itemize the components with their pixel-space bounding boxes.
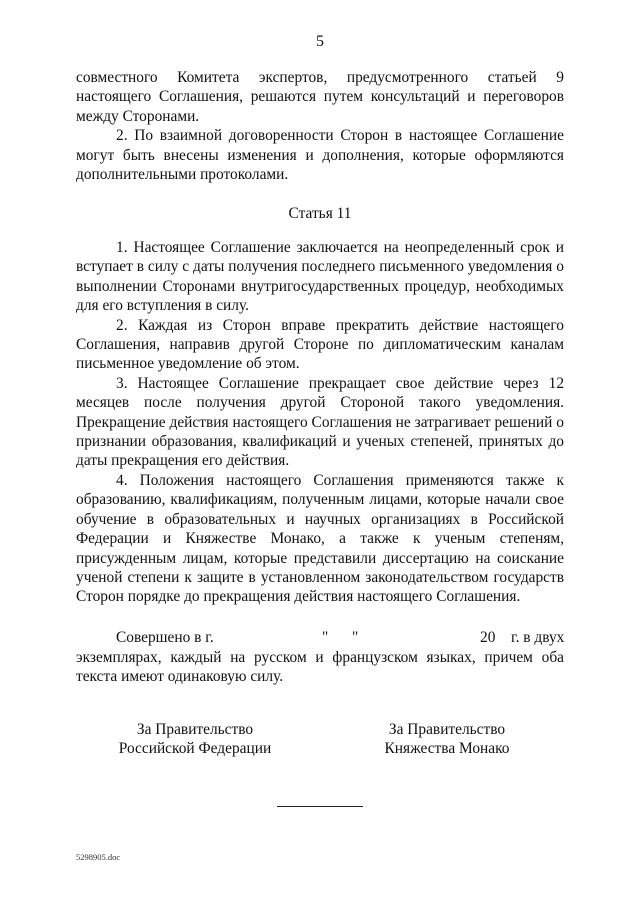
signature-party: Княжества Монако xyxy=(384,740,510,758)
text-line: могут быть внесены изменения и дополнения, которые оформляются xyxy=(76,146,564,164)
page-number: 5 xyxy=(316,33,324,50)
text-line: ученой степени к защите в установленном законодательством государств xyxy=(76,568,564,586)
separator-line xyxy=(277,806,363,807)
date-quote-open: " xyxy=(322,629,329,646)
intro-paragraph-2 xyxy=(76,126,564,184)
text-line: письменное уведомление об этом. xyxy=(76,355,300,373)
document-reference: 5298905.doc xyxy=(76,852,121,862)
article-11-body xyxy=(76,238,564,607)
text-line: для его вступления в силу. xyxy=(76,297,249,315)
signature-block-monaco xyxy=(352,720,542,759)
text-line: совместного Комитета экспертов, предусмотренного статьей 9 настоящего xyxy=(76,69,564,106)
signature-party: Российской Федерации xyxy=(118,740,272,758)
text-line: 12 месяцев после получения другой Стороной такого уведомления. xyxy=(76,374,565,412)
text-line: Соглашения, решаются путем консультаций и переговоров между xyxy=(76,88,564,125)
text-line: 4. Положения настоящего Соглашения применяются также xyxy=(116,471,545,489)
article-clause-2 xyxy=(76,316,564,374)
text-line: дополнительными протоколами. xyxy=(76,166,289,184)
article-clause-3 xyxy=(76,374,564,471)
year-prefix: 20 xyxy=(480,629,496,646)
done-at-line xyxy=(76,628,564,648)
text-line: к образованию, квалификациям, полученным лицами, которые начали свое xyxy=(76,471,564,509)
signature-label: За Правительство xyxy=(388,721,506,738)
done-at-continuation xyxy=(76,648,564,687)
done-at-suffix: г. в двух xyxy=(511,629,565,646)
text-line: Соглашения, направив другой Стороне по дипломатическим каналам xyxy=(76,336,564,354)
intro-section xyxy=(76,68,564,184)
text-line: присужденным лицам, которые представили диссертацию на соискание xyxy=(76,549,564,567)
text-line: и вступает в силу с даты получения последнего письменного уведомления xyxy=(76,239,564,276)
text-line: о выполнении Сторонами внутригосударственных процедур, необходимых xyxy=(76,258,564,295)
text-line: 3. Настоящее Соглашение прекращает свое действие через xyxy=(116,374,539,392)
text-line: даты прекращения его действия. xyxy=(76,452,290,470)
text-line: 1. Настоящее Соглашение заключается на неопределенный срок xyxy=(116,239,550,256)
text-line: Прекращение действия настоящего Соглашения не затрагивает решений о xyxy=(76,413,564,431)
text-line: экземплярах, каждый на русском и французском языках, причем оба текста xyxy=(76,649,564,686)
intro-paragraph-1 xyxy=(76,68,564,126)
text-line: имеют одинаковую силу. xyxy=(121,668,284,686)
done-at-prefix: Совершено в г. xyxy=(116,629,214,646)
text-line: Федерации и Княжестве Монако, а также к ученым степеням, xyxy=(76,530,564,548)
article-clause-1 xyxy=(76,238,564,316)
signature-label: За Правительство xyxy=(136,721,254,738)
article-clause-4 xyxy=(76,471,564,607)
text-line: Сторон порядке до прекращения действия настоящего Соглашения. xyxy=(76,588,521,606)
date-quote-close: " xyxy=(352,629,359,646)
text-line: обучение в образовательных и научных организациях в Российской xyxy=(76,510,564,528)
text-line: 2. Каждая из Сторон вправе прекратить действие настоящего xyxy=(116,316,564,334)
signature-block-russia xyxy=(100,720,290,759)
text-line: Сторонами. xyxy=(122,107,200,125)
text-line: 2. По взаимной договоренности Сторон в настоящее Соглашение xyxy=(116,127,564,145)
article-heading: Статья 11 xyxy=(288,205,352,222)
text-line: признании образования, квалификаций и ученых степеней, принятых до xyxy=(76,433,564,451)
